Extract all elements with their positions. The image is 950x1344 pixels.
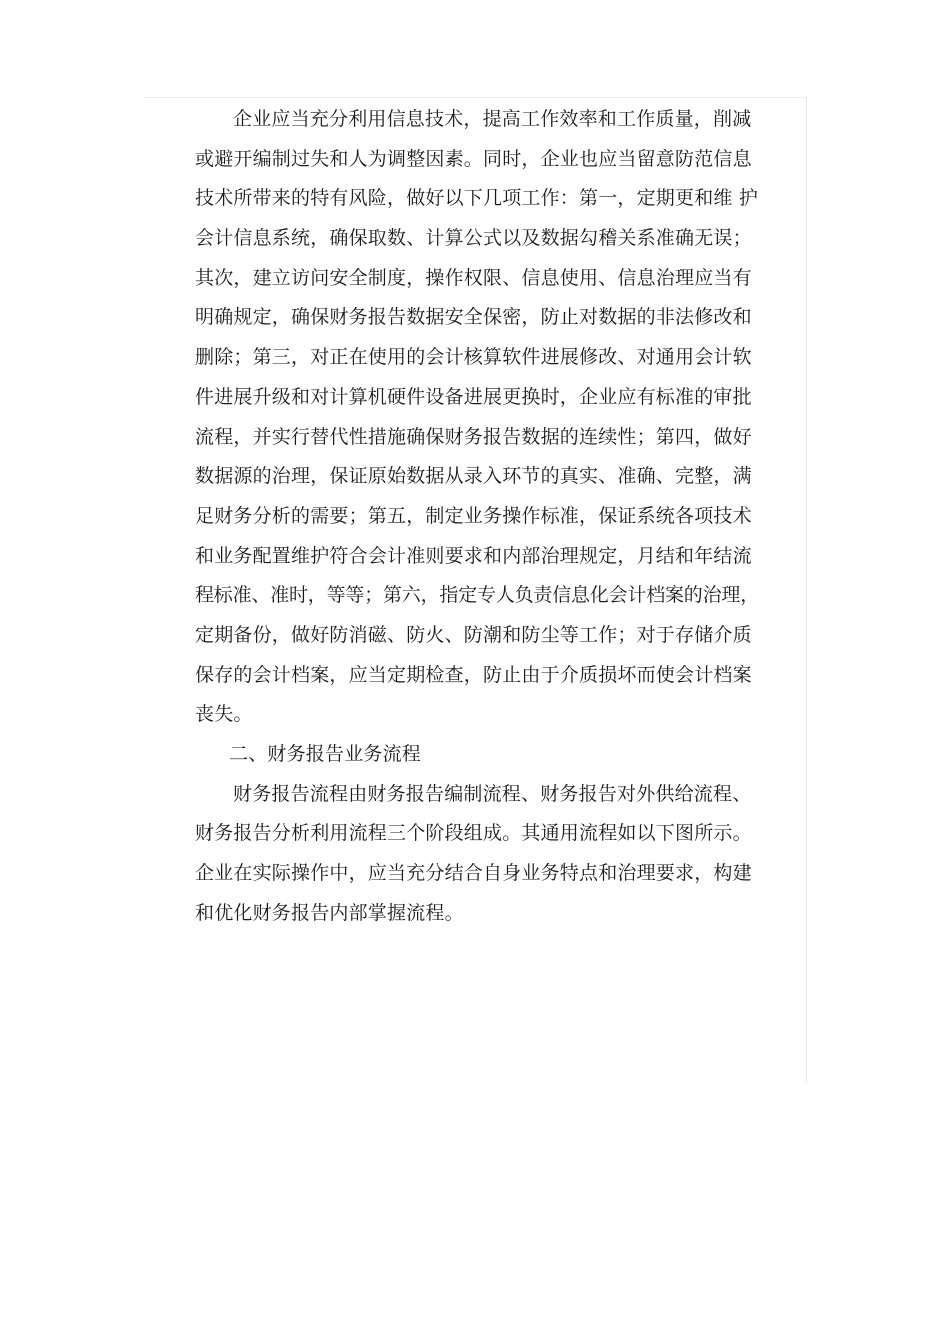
text-line: 保存的会计档案，应当定期检查，防止由于介质损坏而使会计档案 xyxy=(195,663,752,686)
text-line: 或避开编制过失和人为调整因素。同时，企业也应当留意防范信息 xyxy=(195,147,752,170)
text-line: 财务报告流程由财务报告编制流程、财务报告对外供给流程、 xyxy=(233,782,752,805)
text-line: 件进展升级和对计算机硬件设备进展更换时，企业应有标准的审批 xyxy=(195,385,752,408)
section-heading: 二、财务报告业务流程 xyxy=(229,743,422,765)
text-line: 其次，建立访问安全制度，操作权限、信息使用、信息治理应当有 xyxy=(195,266,752,289)
text-line: 定期备份，做好防消磁、防火、防潮和防尘等工作；对于存储介质 xyxy=(195,623,752,646)
text-line: 删除；第三，对正在使用的会计核算软件进展修改、对通用会计软 xyxy=(195,346,752,369)
text-line: 和优化财务报告内部掌握流程。 xyxy=(195,901,464,924)
text-line: 企业应当充分利用信息技术，提高工作效率和工作质量，削减 xyxy=(233,108,752,130)
page-border-top xyxy=(143,97,807,98)
paragraph-financial-report-process xyxy=(195,775,765,934)
text-line: 明确规定，确保财务报告数据安全保密，防止对数据的非法修改和 xyxy=(195,306,752,329)
text-line: 数据源的治理，保证原始数据从录入环节的真实、准确、完整，满 xyxy=(195,465,752,488)
text-line: 足财务分析的需要；第五，制定业务操作标准，保证系统各项技术 xyxy=(195,504,752,527)
text-line: 流程，并实行替代性措施确保财务报告数据的连续性；第四，做好 xyxy=(195,425,752,448)
text-line: 丧失。 xyxy=(195,703,253,726)
text-line: 企业在实际操作中，应当充分结合自身业务特点和治理要求，构建 xyxy=(195,862,752,885)
text-line: 程标准、准时，等等；第六，指定专人负责信息化会计档案的治理， xyxy=(195,584,760,607)
paragraph-information-technology xyxy=(195,100,765,735)
text-line: 财务报告分析利用流程三个阶段组成。其通用流程如以下图所示。 xyxy=(195,822,752,845)
page-border-right xyxy=(806,97,807,1082)
text-line: 会计信息系统，确保取数、计算公式以及数据勾稽关系准确无误； xyxy=(195,227,752,250)
text-line: 和业务配置维护符合会计准则要求和内部治理规定，月结和年结流 xyxy=(195,544,752,567)
document-body xyxy=(195,100,765,933)
text-line: 技术所带来的特有风险，做好以下几项工作：第一，定期更和维 护 xyxy=(195,187,759,210)
